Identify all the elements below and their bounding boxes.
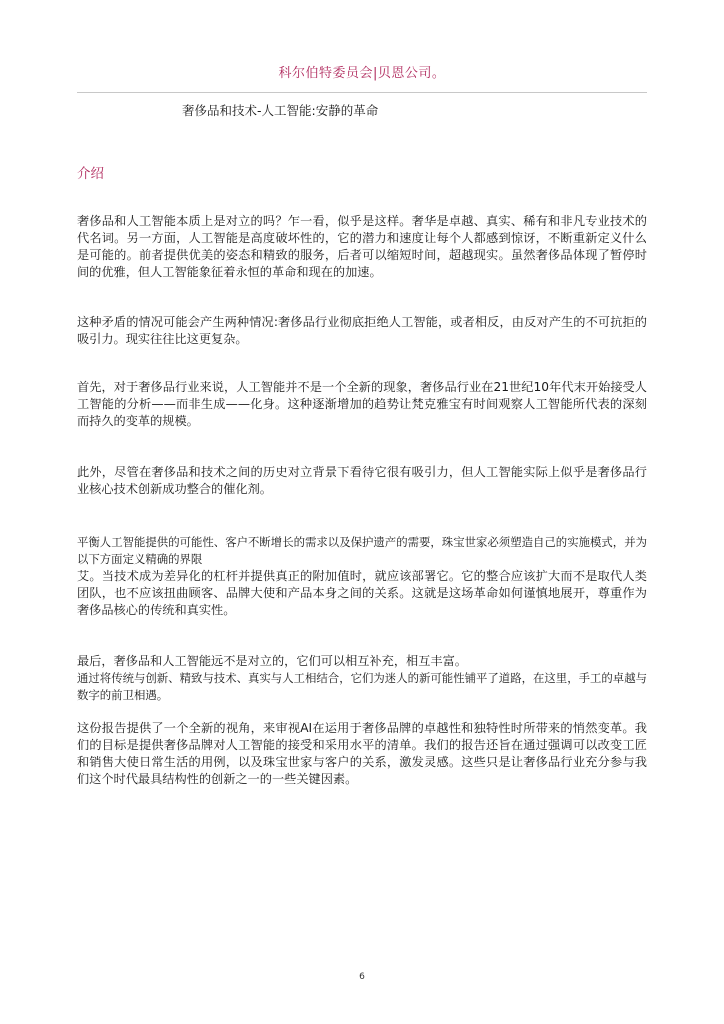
header-company: 科尔伯特委员会|贝恩公司。 <box>278 66 446 81</box>
paragraph-2: 这种矛盾的情况可能会产生两种情况:奢侈品行业彻底拒绝人工智能，或者相反，由反对产生的不可抗拒的吸引力。现实往往比这更复杂。 <box>77 315 647 346</box>
paragraph-6-part-1: 最后，奢侈品和人工智能远不是对立的，它们可以相互补充，相互丰富。 <box>77 654 467 668</box>
header-divider <box>77 92 647 93</box>
page-number: 6 <box>359 972 365 982</box>
paragraph-5-part-2: 艾。当技术成为差异化的杠杆并提供真正的附加值时，就应该部署它。它的整合应该扩大而不是取代人类团队，也不应该扭曲顾客、品牌大使和产品本身之间的关系。这就是这场革命如何谨慎地展开，尊重作为奢侈品核心的传统和真实性。 <box>77 569 647 617</box>
paragraph-5 <box>77 534 647 619</box>
paragraph-7: 这份报告提供了一个全新的视角，来审视AI在运用于奢侈品牌的卓越性和独特性时所带来的悄然变革。我们的目标是提供奢侈品牌对人工智能的接受和采用水平的清单。我们的报告还旨在通过强调可以改变工匠和销售大使日常生活的用例，以及珠宝世家与客户的关系，激发灵感。这些只是让奢侈品行业充分参与我们这个时代最具结构性的创新之一的一些关键因素。 <box>77 721 647 786</box>
paragraph-6 <box>77 653 647 704</box>
paragraph-5-part-1: 平衡人工智能提供的可能性、客户不断增长的需求以及保护遗产的需要，珠宝世家必须塑造自己的实施模式，并为以下方面定义精确的界限 <box>77 535 647 566</box>
body-text <box>77 213 647 788</box>
section-heading: 介绍 <box>77 166 104 182</box>
paragraph-6-part-2: 通过将传统与创新、精致与技术、真实与人工相结合，它们为迷人的新可能性铺平了道路，在这里，手工的卓越与数字的前卫相遇。 <box>77 671 647 702</box>
document-title: 奢侈品和技术-人工智能:安静的革命 <box>182 103 379 118</box>
paragraph-1: 奢侈品和人工智能本质上是对立的吗？乍一看，似乎是这样。奢华是卓越、真实、稀有和非凡专业技术的代名词。另一方面，人工智能是高度破坏性的，它的潜力和速度让每个人都感到惊讶，不断重新定义什么是可能的。前者提供优美的姿态和精致的服务，后者可以缩短时间，超越现实。虽然奢侈品体现了暂停时间的优雅，但人工智能象征着永恒的革命和现在的加速。 <box>77 214 647 279</box>
paragraph-3: 首先，对于奢侈品行业来说，人工智能并不是一个全新的现象，奢侈品行业在21世纪10年代末开始接受人工智能的分析——而非生成——化身。这种逐渐增加的趋势让梵克雅宝有时间观察人工智能所代表的深刻而持久的变革的规模。 <box>77 380 647 428</box>
paragraph-4: 此外，尽管在奢侈品和技术之间的历史对立背景下看待它很有吸引力，但人工智能实际上似乎是奢侈品行业核心技术创新成功整合的催化剂。 <box>77 465 647 496</box>
